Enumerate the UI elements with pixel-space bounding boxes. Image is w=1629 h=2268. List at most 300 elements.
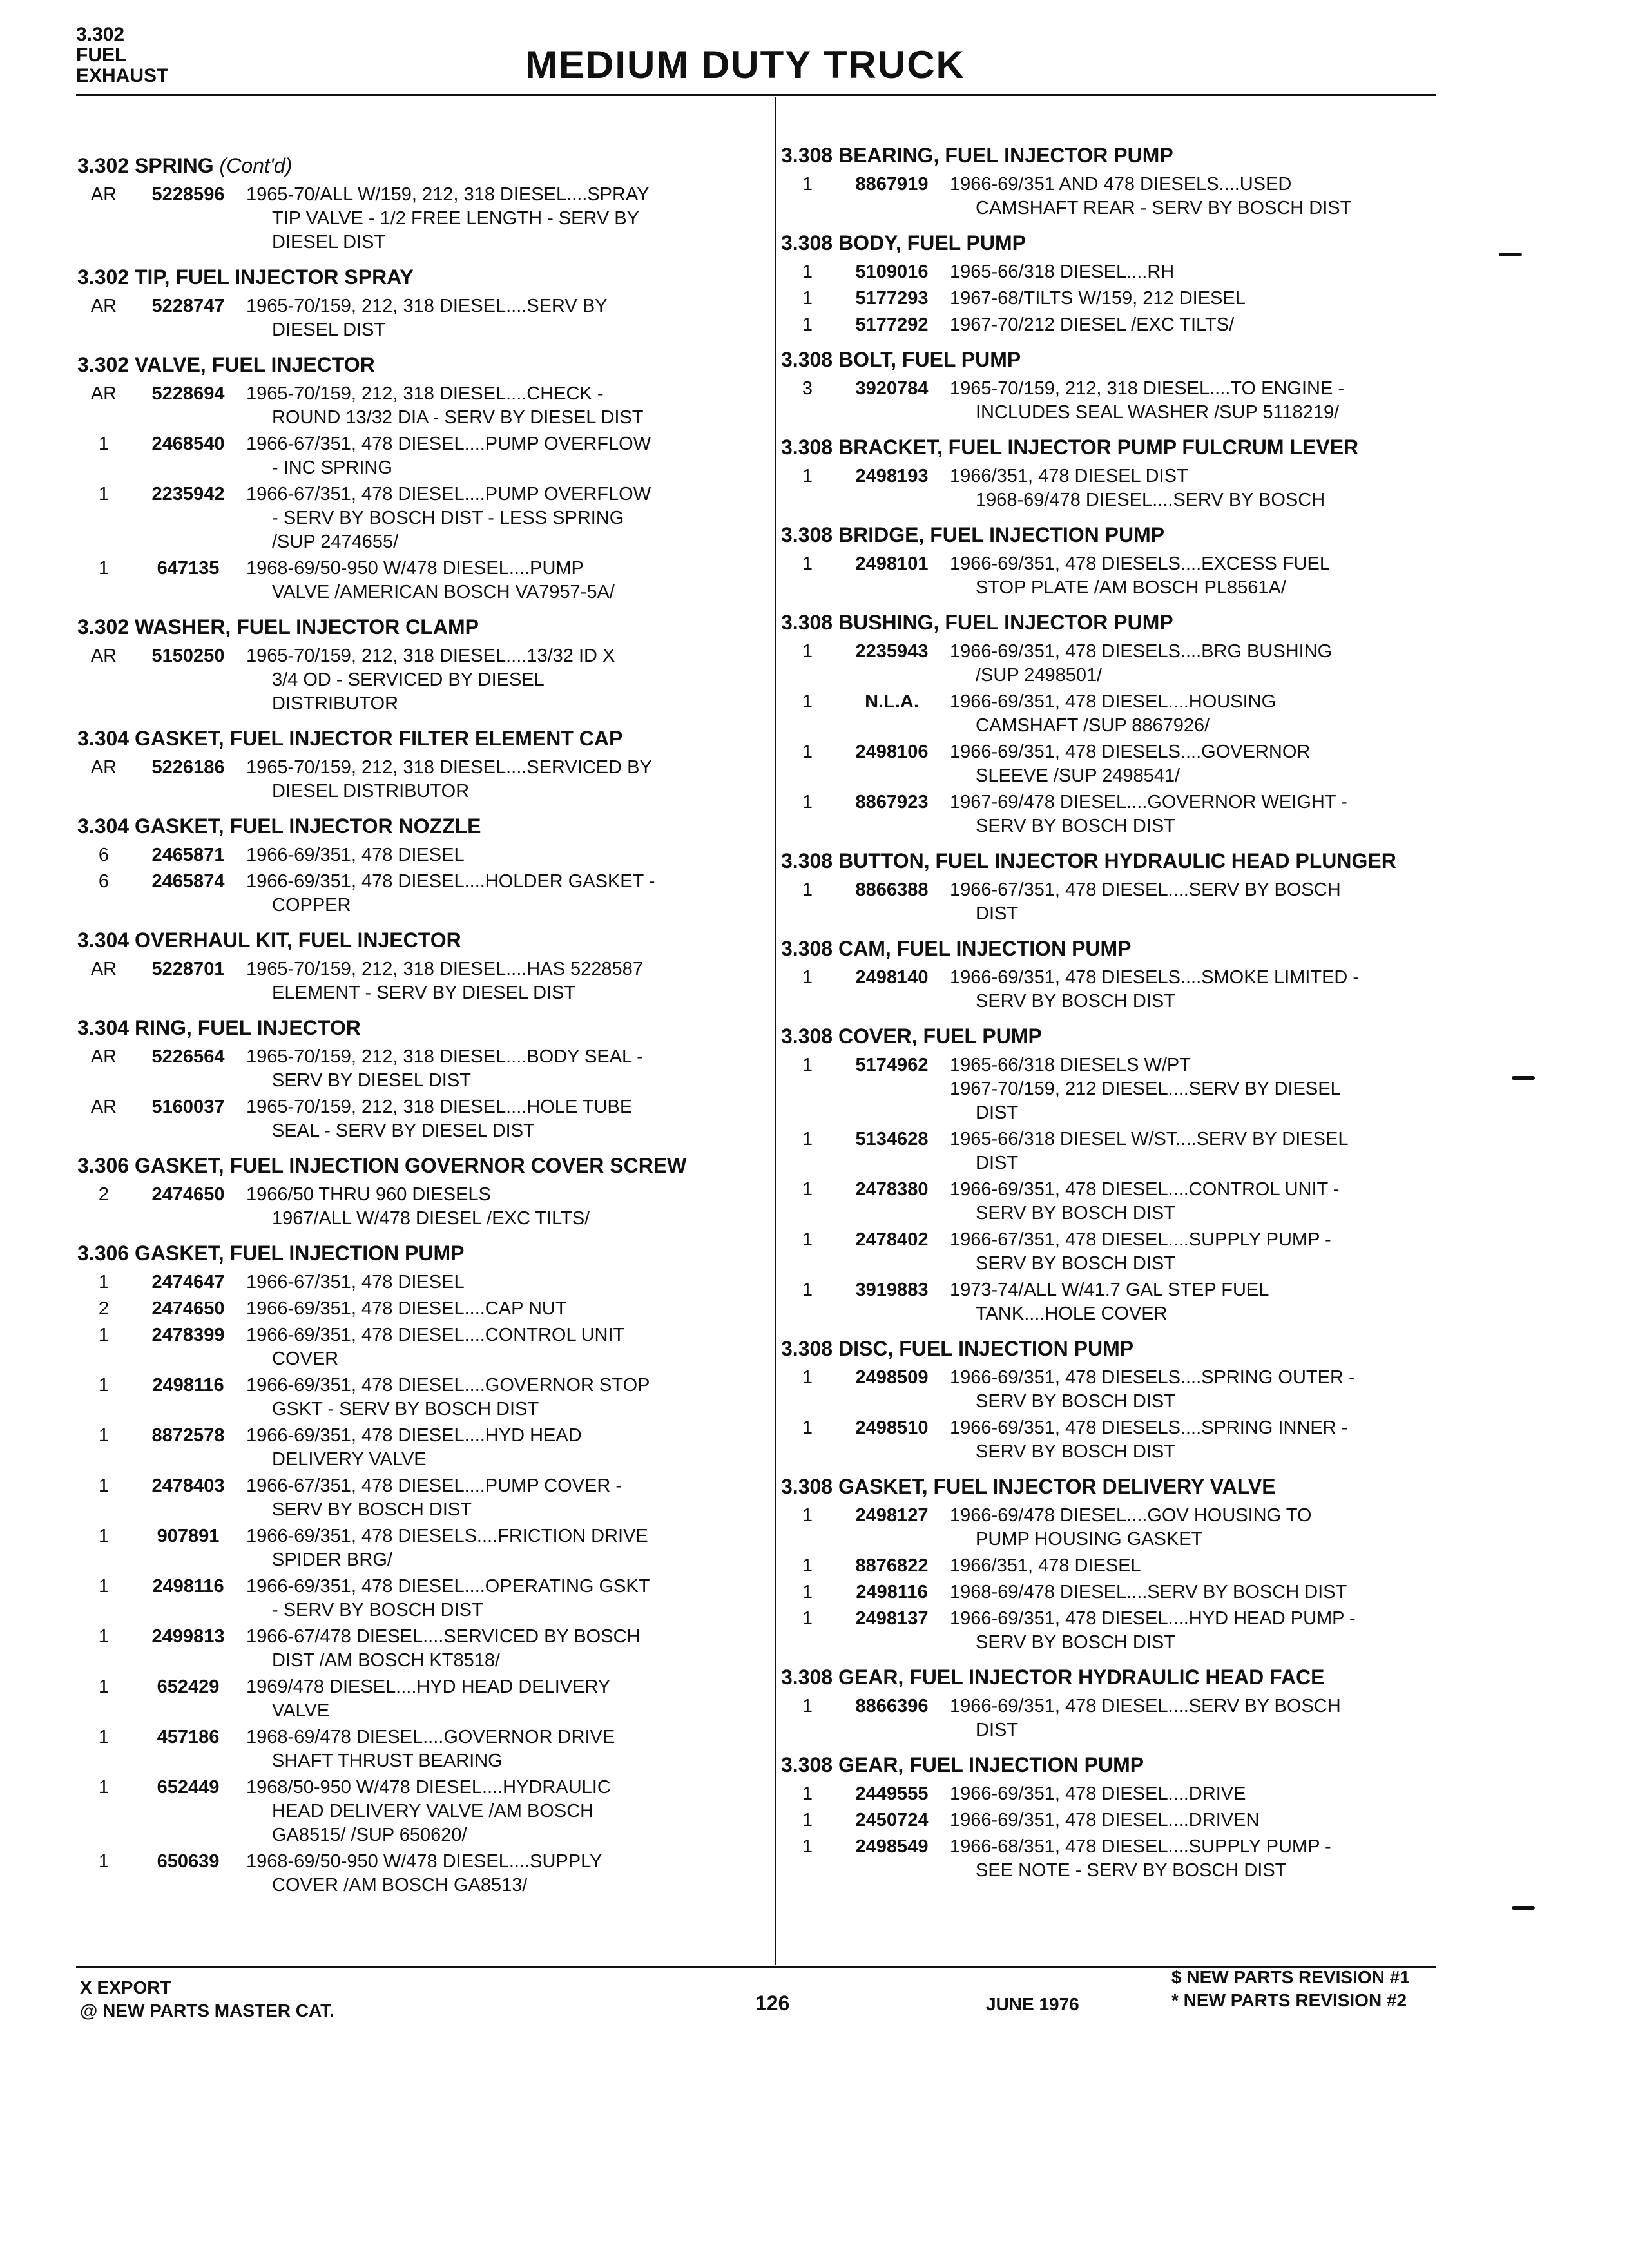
part-number: 5174962	[855, 1055, 929, 1075]
part-description	[246, 843, 710, 867]
part-description	[246, 1297, 710, 1321]
part-quantity: 2	[98, 1184, 110, 1205]
section-heading-text: 3.304 GASKET, FUEL INJECTOR NOZZLE	[77, 814, 481, 838]
part-description	[950, 377, 1414, 425]
footer-revision-2: * NEW PARTS REVISION #2	[1171, 1990, 1407, 2010]
part-description	[950, 740, 1414, 788]
part-quantity: 1	[802, 1179, 813, 1200]
section-heading-text: 3.308 BRIDGE, FUEL INJECTION PUMP	[781, 523, 1165, 546]
section-heading	[781, 936, 1425, 961]
column-divider	[775, 97, 776, 1965]
description-line: 1966-67/351, 478 DIESEL....SERV BY BOSCH	[950, 879, 1341, 900]
description-line: 1966-69/351, 478 DIESEL....CONTROL UNIT -	[950, 1179, 1340, 1200]
part-entry	[77, 957, 722, 1005]
part-entry	[77, 1297, 722, 1321]
part-quantity: 1	[802, 1505, 813, 1526]
part-description	[950, 1128, 1414, 1175]
part-number: 5228701	[151, 959, 225, 979]
part-quantity: 1	[98, 1325, 110, 1345]
part-description	[950, 1278, 1414, 1326]
part-description	[950, 287, 1414, 311]
part-number: 5150250	[151, 646, 225, 666]
section-heading	[77, 352, 722, 377]
part-number: 5226564	[151, 1046, 225, 1067]
description-line: COVER	[272, 1349, 339, 1369]
description-line: 1968-69/478 DIESEL....GOVERNOR DRIVE	[246, 1727, 615, 1747]
description-line: PUMP HOUSING GASKET	[976, 1529, 1203, 1550]
part-number: N.L.A.	[865, 691, 919, 712]
part-description	[246, 432, 710, 480]
part-description	[246, 1675, 710, 1723]
part-number: 5134628	[855, 1129, 929, 1149]
part-quantity: 1	[802, 288, 813, 309]
part-number: 3920784	[855, 378, 929, 399]
part-entry	[781, 640, 1425, 687]
description-line: 1965-70/159, 212, 318 DIESEL....TO ENGINE -	[950, 378, 1345, 399]
description-line: 1968-69/478 DIESEL....SERV BY BOSCH	[976, 490, 1325, 510]
part-entry	[77, 1474, 722, 1522]
description-line: 1969/478 DIESEL....HYD HEAD DELIVERY	[246, 1677, 611, 1697]
part-number: 2499813	[151, 1626, 225, 1647]
part-description	[950, 173, 1414, 220]
section-heading-text: 3.306 GASKET, FUEL INJECTION GOVERNOR COVER SCREW	[77, 1154, 687, 1177]
part-description	[246, 1776, 710, 1847]
description-line: 1966-69/351, 478 DIESEL....OPERATING GSKT	[246, 1576, 650, 1597]
description-line: 1966-69/351, 478 DIESELS....BRG BUSHING	[950, 641, 1333, 662]
part-quantity: 1	[802, 967, 813, 988]
description-line: 1967-69/478 DIESEL....GOVERNOR WEIGHT -	[950, 792, 1347, 812]
part-quantity: 1	[802, 879, 813, 900]
part-description	[950, 1607, 1414, 1655]
part-description	[950, 1228, 1414, 1276]
part-number: 5226186	[151, 757, 225, 778]
description-line: 1966/351, 478 DIESEL	[950, 1555, 1141, 1576]
part-number: 2474650	[151, 1184, 225, 1205]
description-line: DISTRIBUTOR	[272, 693, 399, 714]
description-line: COPPER	[272, 895, 351, 916]
description-line: TIP VALVE - 1/2 FREE LENGTH - SERV BY	[272, 208, 639, 229]
part-description	[950, 1178, 1414, 1225]
description-line: CAMSHAFT REAR - SERV BY BOSCH DIST	[976, 198, 1352, 218]
margin-mark	[1512, 1906, 1535, 1910]
description-line: COVER /AM BOSCH GA8513/	[272, 1875, 528, 1896]
part-entry	[77, 432, 722, 480]
description-line: 1965-66/318 DIESEL W/ST....SERV BY DIESEL	[950, 1129, 1349, 1149]
description-line: 1966-69/351, 478 DIESEL....GOVERNOR STOP	[246, 1375, 650, 1396]
section-heading-text: 3.304 RING, FUEL INJECTOR	[77, 1016, 361, 1039]
part-number: 8867919	[855, 174, 929, 195]
header-rule	[76, 94, 1436, 96]
description-line: 1967/ALL W/478 DIESEL /EXC TILTS/	[272, 1208, 590, 1229]
description-line: 1966-67/351, 478 DIESEL....PUMP OVERFLOW	[246, 484, 651, 505]
section-heading	[781, 523, 1425, 547]
part-quantity: 1	[802, 641, 813, 662]
description-line: INCLUDES SEAL WASHER /SUP 5118219/	[976, 402, 1340, 423]
description-line: SLEEVE /SUP 2498541/	[976, 765, 1181, 786]
section-heading	[781, 1024, 1425, 1048]
left-column	[77, 143, 722, 1900]
part-description	[246, 183, 710, 255]
section-heading-text: 3.308 GASKET, FUEL INJECTOR DELIVERY VALVE	[781, 1475, 1276, 1498]
part-quantity: AR	[90, 296, 117, 316]
section-heading-text: 3.308 GEAR, FUEL INJECTOR HYDRAULIC HEAD FACE	[781, 1666, 1325, 1689]
description-line: - SERV BY BOSCH DIST - LESS SPRING	[272, 508, 624, 528]
part-number: 2478402	[855, 1229, 929, 1250]
part-description	[246, 644, 710, 716]
part-quantity: 1	[802, 1810, 813, 1831]
part-entry	[77, 1575, 722, 1622]
part-quantity: 6	[98, 871, 110, 892]
description-line: 1965-66/318 DIESEL....RH	[950, 262, 1175, 282]
section-heading	[781, 231, 1425, 255]
description-line: 1966-69/351, 478 DIESEL....DRIVE	[950, 1783, 1246, 1804]
part-entry	[781, 377, 1425, 425]
part-number: 2449555	[855, 1783, 929, 1804]
description-line: 1966-69/351, 478 DIESEL....HOLDER GASKET -	[246, 871, 655, 892]
part-entry	[77, 1776, 722, 1847]
section-heading	[781, 1753, 1425, 1777]
section-id	[76, 24, 168, 86]
section-heading-text: 3.302 WASHER, FUEL INJECTOR CLAMP	[77, 615, 479, 639]
description-line: 1966-67/351, 478 DIESEL	[246, 1272, 465, 1293]
description-line: DIESEL DISTRIBUTOR	[272, 781, 470, 802]
section-heading	[781, 1336, 1425, 1361]
part-description	[950, 690, 1414, 738]
description-line: GA8515/ /SUP 650620/	[272, 1825, 467, 1845]
section-exhaust: EXHAUST	[76, 65, 169, 86]
part-number: 2498101	[855, 553, 929, 574]
part-number: 647135	[157, 558, 220, 579]
part-entry	[781, 1228, 1425, 1276]
part-quantity: 6	[98, 845, 110, 865]
part-number: 3919883	[855, 1280, 929, 1300]
part-quantity: 1	[802, 1555, 813, 1576]
part-entry	[781, 1695, 1425, 1742]
section-heading	[781, 1665, 1425, 1689]
page-number: 126	[755, 1992, 790, 2015]
part-entry	[77, 1850, 722, 1898]
part-description	[950, 465, 1414, 512]
section-heading	[77, 1015, 722, 1040]
description-line: - SERV BY BOSCH DIST	[272, 1600, 483, 1620]
part-entry	[781, 1809, 1425, 1832]
part-entry	[77, 1675, 722, 1723]
part-entry	[77, 843, 722, 867]
section-heading-text: 3.302 VALVE, FUEL INJECTOR	[77, 353, 375, 376]
description-line: 1966-69/351, 478 DIESEL....HYD HEAD	[246, 1425, 582, 1446]
part-description	[246, 957, 710, 1005]
description-line: 1966-69/351, 478 DIESELS....GOVERNOR	[950, 742, 1311, 762]
description-line: DELIVERY VALVE	[272, 1449, 427, 1470]
section-heading	[77, 153, 722, 178]
description-line: 1966-69/351, 478 DIESEL....HYD HEAD PUMP -	[950, 1608, 1356, 1629]
part-quantity: AR	[90, 1097, 117, 1117]
part-quantity: 1	[802, 691, 813, 712]
part-entry	[77, 644, 722, 716]
part-entry	[781, 260, 1425, 284]
part-number: 5228747	[151, 296, 225, 316]
part-description	[950, 1581, 1414, 1604]
part-entry	[781, 1128, 1425, 1175]
part-quantity: 1	[802, 1696, 813, 1716]
part-number: 2235942	[151, 484, 225, 505]
part-description	[950, 1695, 1414, 1742]
description-line: SERV BY BOSCH DIST	[976, 1391, 1175, 1412]
part-quantity: 1	[802, 1783, 813, 1804]
description-line: 1966-69/351, 478 DIESEL	[246, 845, 465, 865]
part-entry	[77, 294, 722, 342]
part-description	[950, 1835, 1414, 1883]
part-number: 2450724	[855, 1810, 929, 1831]
section-number: 3.302	[76, 24, 125, 45]
section-heading-text: 3.306 GASKET, FUEL INJECTION PUMP	[77, 1242, 465, 1265]
part-description	[246, 1095, 710, 1143]
part-description	[246, 294, 710, 342]
part-entry	[781, 1178, 1425, 1225]
part-entry	[781, 966, 1425, 1014]
description-line: 1966-69/351 AND 478 DIESELS....USED	[950, 174, 1292, 195]
part-description	[950, 791, 1414, 838]
description-line: 1968/50-950 W/478 DIESEL....HYDRAULIC	[246, 1777, 611, 1798]
footer-revision-1: $ NEW PARTS REVISION #1	[1171, 1967, 1410, 1987]
part-quantity: 1	[802, 1280, 813, 1300]
description-line: 1966/50 THRU 960 DIESELS	[246, 1184, 491, 1205]
part-number: 2235943	[855, 641, 929, 662]
description-line: 1966-67/351, 478 DIESEL....PUMP OVERFLOW	[246, 434, 651, 454]
part-entry	[781, 1581, 1425, 1604]
continued-note: (Cont'd)	[219, 154, 293, 177]
part-entry	[77, 1045, 722, 1093]
section-heading-text: 3.302 TIP, FUEL INJECTOR SPRAY	[77, 265, 414, 289]
section-heading-text: 3.308 BODY, FUEL PUMP	[781, 231, 1026, 255]
part-quantity: 1	[802, 1582, 813, 1602]
part-number: 2474647	[151, 1272, 225, 1293]
part-number: 5228596	[151, 184, 225, 205]
description-line: SEAL - SERV BY DIESEL DIST	[272, 1120, 535, 1141]
part-quantity: 1	[802, 1836, 813, 1857]
description-line: 3/4 OD - SERVICED BY DIESEL	[272, 669, 545, 690]
description-line: 1967-68/TILTS W/159, 212 DIESEL	[950, 288, 1246, 309]
part-entry	[77, 1095, 722, 1143]
part-entry	[781, 1835, 1425, 1883]
section-heading	[77, 814, 722, 838]
part-entry	[781, 878, 1425, 926]
part-entry	[781, 1278, 1425, 1326]
part-quantity: 1	[802, 742, 813, 762]
part-entry	[781, 465, 1425, 512]
section-fuel: FUEL	[76, 44, 127, 66]
part-number: 2465874	[151, 871, 225, 892]
description-line: 1966-67/351, 478 DIESEL....PUMP COVER -	[246, 1475, 622, 1496]
part-number: 2498140	[855, 967, 929, 988]
part-description	[950, 1366, 1414, 1414]
right-column	[781, 133, 1425, 1885]
part-number: 2498127	[855, 1505, 929, 1526]
description-line: DIESEL DIST	[272, 232, 386, 253]
part-number: 8866388	[855, 879, 929, 900]
part-number: 2498116	[856, 1582, 928, 1602]
part-quantity: AR	[90, 383, 117, 404]
part-description	[246, 1575, 710, 1622]
part-quantity: 1	[98, 1727, 110, 1747]
part-entry	[77, 1323, 722, 1371]
description-line: HEAD DELIVERY VALVE /AM BOSCH	[272, 1801, 594, 1821]
part-quantity: 1	[802, 553, 813, 574]
part-number: 2498549	[855, 1836, 929, 1857]
part-quantity: 1	[98, 484, 110, 505]
section-heading-text: 3.308 BRACKET, FUEL INJECTOR PUMP FULCRUM LEVER	[781, 436, 1359, 459]
description-line: SEE NOTE - SERV BY BOSCH DIST	[976, 1860, 1287, 1881]
part-entry	[77, 756, 722, 803]
part-entry	[77, 1524, 722, 1572]
description-line: DIST	[976, 1102, 1019, 1123]
description-line: DIST	[976, 903, 1019, 924]
description-line: SPIDER BRG/	[272, 1550, 392, 1570]
part-number: 2468540	[151, 434, 225, 454]
part-quantity: 1	[98, 1526, 110, 1546]
part-quantity: 1	[98, 1425, 110, 1446]
part-description	[246, 1374, 710, 1421]
part-quantity: 1	[802, 466, 813, 486]
part-entry	[781, 287, 1425, 311]
part-entry	[77, 1271, 722, 1294]
part-entry	[77, 183, 722, 255]
section-heading	[781, 435, 1425, 459]
description-line: DIST	[976, 1153, 1019, 1173]
part-description	[246, 382, 710, 430]
description-line: 1965-70/159, 212, 318 DIESEL....13/32 ID X	[246, 646, 615, 666]
section-heading	[781, 143, 1425, 168]
section-heading	[77, 265, 722, 289]
section-heading-text: 3.304 OVERHAUL KIT, FUEL INJECTOR	[77, 928, 461, 952]
section-heading-text: 3.304 GASKET, FUEL INJECTOR FILTER ELEMENT CAP	[77, 727, 623, 750]
description-line: 1966-68/351, 478 DIESEL....SUPPLY PUMP -	[950, 1836, 1331, 1857]
part-quantity: 1	[802, 1055, 813, 1075]
part-description	[950, 1554, 1414, 1578]
part-number: 5160037	[151, 1097, 225, 1117]
part-quantity: 1	[802, 1229, 813, 1250]
part-quantity: 1	[802, 1608, 813, 1629]
description-line: SERV BY BOSCH DIST	[976, 1632, 1175, 1653]
part-quantity: 1	[802, 1418, 813, 1438]
part-entry	[781, 1504, 1425, 1552]
part-quantity: AR	[90, 1046, 117, 1067]
description-line: SERV BY BOSCH DIST	[976, 1441, 1175, 1462]
part-description	[950, 1504, 1414, 1552]
part-description	[950, 260, 1414, 284]
part-number: 457186	[157, 1727, 220, 1747]
part-entry	[77, 382, 722, 430]
part-number: 5177293	[855, 288, 929, 309]
part-number: 5177292	[855, 314, 929, 335]
part-quantity: AR	[90, 757, 117, 778]
section-heading	[781, 347, 1425, 372]
part-description	[950, 640, 1414, 687]
part-quantity: AR	[90, 646, 117, 666]
part-entry	[77, 1625, 722, 1673]
description-line: TANK....HOLE COVER	[976, 1303, 1168, 1324]
description-line: 1966-69/351, 478 DIESELS....FRICTION DRIVE	[246, 1526, 648, 1546]
description-line: 1968-69/50-950 W/478 DIESEL....SUPPLY	[246, 1851, 602, 1872]
part-description	[246, 483, 710, 554]
part-quantity: 1	[802, 1367, 813, 1388]
description-line: 1967-70/212 DIESEL /EXC TILTS/	[950, 314, 1235, 335]
part-number: 2498510	[855, 1418, 929, 1438]
part-description	[246, 1474, 710, 1522]
part-entry	[781, 1554, 1425, 1578]
part-quantity: 1	[802, 314, 813, 335]
description-line: SERV BY DIESEL DIST	[272, 1070, 471, 1091]
part-description	[246, 1323, 710, 1371]
part-entry	[781, 173, 1425, 220]
description-line: 1967-70/159, 212 DIESEL....SERV BY DIESEL	[950, 1079, 1341, 1099]
part-description	[950, 313, 1414, 337]
part-entry	[77, 1725, 722, 1773]
part-entry	[781, 740, 1425, 788]
description-line: 1966-69/351, 478 DIESEL....SERV BY BOSCH	[950, 1696, 1341, 1716]
section-heading-text: 3.302 SPRING	[77, 154, 214, 177]
description-line: 1966-69/351, 478 DIESELS....SPRING OUTER -	[950, 1367, 1355, 1388]
part-entry	[781, 313, 1425, 337]
section-heading	[77, 1153, 722, 1178]
description-line: 1965-70/159, 212, 318 DIESEL....SERV BY	[246, 296, 608, 316]
part-quantity: 1	[98, 1851, 110, 1872]
description-line: DIST	[976, 1720, 1019, 1740]
part-number: 8867923	[855, 792, 929, 812]
section-heading	[781, 849, 1425, 873]
part-description	[246, 1271, 710, 1294]
margin-mark	[1512, 1076, 1535, 1080]
description-line: 1966-69/351, 478 DIESELS....SMOKE LIMITED -	[950, 967, 1360, 988]
part-description	[950, 878, 1414, 926]
part-quantity: 1	[98, 1272, 110, 1293]
page-title: MEDIUM DUTY TRUCK	[525, 43, 965, 86]
description-line: 1968-69/50-950 W/478 DIESEL....PUMP	[246, 558, 584, 579]
part-number: 650639	[157, 1851, 220, 1872]
section-heading	[77, 1241, 722, 1265]
footer-date: JUNE 1976	[986, 1994, 1079, 2014]
description-line: SHAFT THRUST BEARING	[272, 1751, 503, 1771]
section-heading-text: 3.308 CAM, FUEL INJECTION PUMP	[781, 937, 1132, 960]
description-line: /SUP 2474655/	[272, 532, 399, 552]
part-quantity: 2	[98, 1298, 110, 1319]
section-heading	[77, 615, 722, 639]
part-quantity: 3	[802, 378, 813, 399]
part-entry	[77, 1183, 722, 1231]
part-quantity: 1	[98, 1475, 110, 1496]
part-number: 2498116	[152, 1576, 224, 1597]
part-quantity: AR	[90, 959, 117, 979]
description-line: SERV BY BOSCH DIST	[976, 816, 1175, 836]
section-heading-text: 3.308 BUSHING, FUEL INJECTOR PUMP	[781, 611, 1173, 634]
part-description	[950, 1809, 1414, 1832]
description-line: 1968-69/478 DIESEL....SERV BY BOSCH DIST	[950, 1582, 1347, 1602]
part-entry	[77, 870, 722, 918]
part-entry	[781, 1366, 1425, 1414]
description-line: 1965-66/318 DIESELS W/PT	[950, 1055, 1191, 1075]
part-number: 2498116	[152, 1375, 224, 1396]
part-entry	[781, 552, 1425, 600]
part-entry	[781, 1053, 1425, 1125]
part-number: 2478380	[855, 1179, 929, 1200]
description-line: /SUP 2498501/	[976, 665, 1103, 686]
part-quantity: 1	[98, 558, 110, 579]
section-heading-text: 3.308 DISC, FUEL INJECTION PUMP	[781, 1337, 1134, 1360]
section-heading-text: 3.308 BEARING, FUEL INJECTOR PUMP	[781, 144, 1173, 167]
description-line: 1966/351, 478 DIESEL DIST	[950, 466, 1188, 486]
part-number: 2478403	[151, 1475, 225, 1496]
description-line: ELEMENT - SERV BY DIESEL DIST	[272, 983, 576, 1003]
